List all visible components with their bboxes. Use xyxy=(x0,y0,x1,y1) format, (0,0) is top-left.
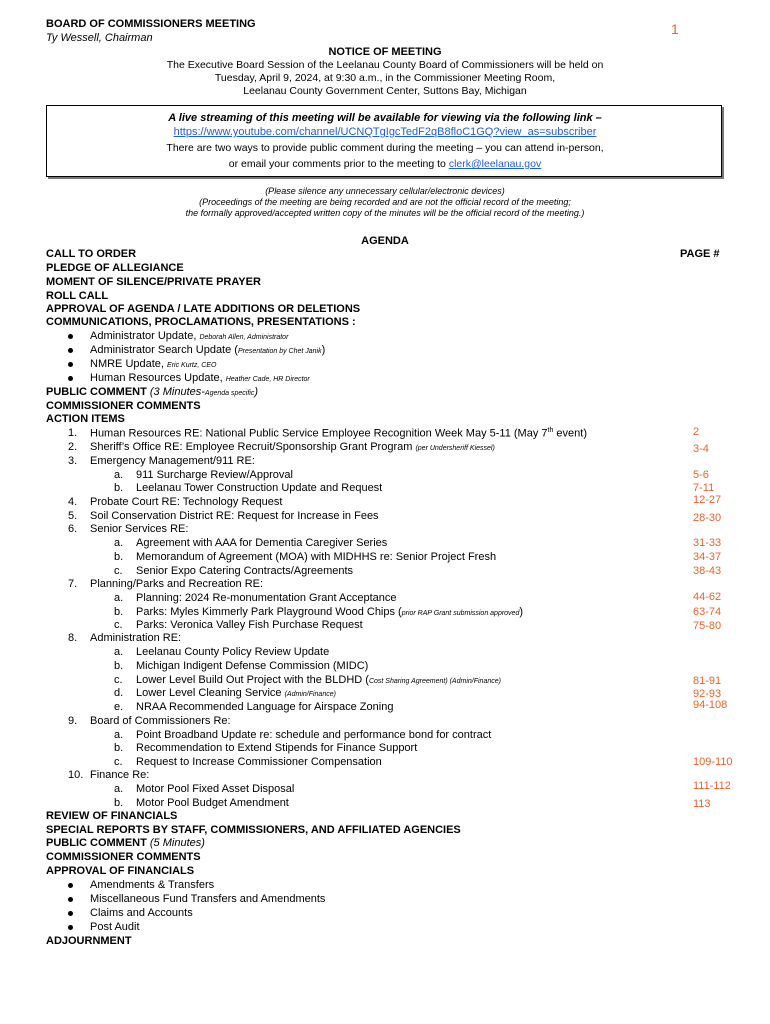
approval-of-agenda: APPROVAL OF AGENDA / LATE ADDITIONS OR DELETIONS xyxy=(46,303,361,315)
sub-letter: b. xyxy=(114,797,124,809)
special-reports: SPECIAL REPORTS BY STAFF, COMMISSIONERS, AND AFFILIATED AGENCIES xyxy=(46,824,461,836)
item-number: 8. xyxy=(68,632,78,644)
comm-item: Administrator Update, Deborah Allen, Administrator xyxy=(90,330,289,342)
comm-item: Human Resources Update, Heather Cade, HR Director xyxy=(90,372,310,384)
action-item-8c: Lower Level Build Out Project with the BLDHD (Cost Sharing Agreement) (Admin/Finance) xyxy=(136,674,501,686)
action-item-3a: 911 Surcharge Review/Approval xyxy=(136,469,293,481)
bullet-icon xyxy=(68,925,73,930)
disclaimer-line-2: (Proceedings of the meeting are being recorded and are not the official record of the meeting; xyxy=(199,197,571,207)
public-comment-1: PUBLIC COMMENT (3 Minutes-Agenda specific) xyxy=(46,386,259,398)
page-ref: 12-27 xyxy=(693,494,722,506)
sub-letter: a. xyxy=(114,537,124,549)
action-item-8e: NRAA Recommended Language for Airspace Zoning xyxy=(136,701,394,713)
action-item-6c: Senior Expo Catering Contracts/Agreements xyxy=(136,565,354,577)
item-number: 4. xyxy=(68,496,78,508)
call-to-order: CALL TO ORDER xyxy=(46,248,137,260)
bullet-icon xyxy=(68,897,73,902)
action-item-8d: Lower Level Cleaning Service (Admin/Finance) xyxy=(136,687,336,699)
moment-of-silence: MOMENT OF SILENCE/PRIVATE PRAYER xyxy=(46,276,261,288)
chairman-name: Ty Wessell, Chairman xyxy=(46,32,153,44)
action-item-6: Senior Services RE: xyxy=(90,523,189,535)
page-ref: 2 xyxy=(693,426,700,438)
item-number: 5. xyxy=(68,510,78,522)
sub-letter: a. xyxy=(114,469,124,481)
action-items-heading: ACTION ITEMS xyxy=(46,413,125,425)
action-item-10a: Motor Pool Fixed Asset Disposal xyxy=(136,783,295,795)
page-ref: 31-33 xyxy=(693,537,722,549)
page-ref: 38-43 xyxy=(693,565,722,577)
action-item-9b: Recommendation to Extend Stipends for Finance Support xyxy=(136,742,418,754)
item-number: 9. xyxy=(68,715,78,727)
sub-letter: a. xyxy=(114,729,124,741)
action-item-3b: Leelanau Tower Construction Update and Request xyxy=(136,482,383,494)
item-number: 3. xyxy=(68,455,78,467)
public-comment-2: PUBLIC COMMENT (5 Minutes) xyxy=(46,837,205,849)
financial-item: Miscellaneous Fund Transfers and Amendments xyxy=(90,893,326,905)
sub-letter: e. xyxy=(114,701,124,713)
item-number: 2. xyxy=(68,441,78,453)
comm-item: NMRE Update, Eric Kurtz, CEO xyxy=(90,358,217,370)
item-number: 7. xyxy=(68,578,78,590)
sub-letter: a. xyxy=(114,646,124,658)
page-ref: 3-4 xyxy=(693,443,709,455)
communications-heading: COMMUNICATIONS, PROCLAMATIONS, PRESENTATIONS : xyxy=(46,316,356,328)
comm-item: Administrator Search Update (Presentation by Chet Janik) xyxy=(90,344,326,356)
page-ref: 109-110 xyxy=(693,756,733,768)
bullet-icon xyxy=(68,883,73,888)
notice-line-3: Leelanau County Government Center, Suttons Bay, Michigan xyxy=(243,85,527,97)
page-ref: 81-91 xyxy=(693,675,722,687)
action-item-7b: Parks: Myles Kimmerly Park Playground Wood Chips (prior RAP Grant submission approved) xyxy=(136,606,524,618)
sub-letter: c. xyxy=(114,674,123,686)
page-ref: 7-11 xyxy=(693,482,715,494)
action-item-8a: Leelanau County Policy Review Update xyxy=(136,646,330,658)
email-prefix: or email your comments prior to the meeting to xyxy=(228,158,449,170)
bullet-icon xyxy=(68,362,73,367)
sub-letter: c. xyxy=(114,565,123,577)
page-ref: 113 xyxy=(693,798,711,810)
sub-letter: d. xyxy=(114,687,124,699)
action-item-7c: Parks: Veronica Valley Fish Purchase Request xyxy=(136,619,363,631)
commissioner-comments-2: COMMISSIONER COMMENTS xyxy=(46,851,201,863)
action-item-8b: Michigan Indigent Defense Commission (MIDC) xyxy=(136,660,369,672)
disclaimer-line-3: the formally approved/accepted written copy of the minutes will be the official record of the meeting.) xyxy=(185,208,585,218)
page-ref: 75-80 xyxy=(693,620,722,632)
action-item-1: Human Resources RE: National Public Service Employee Recognition Week May 5-11 (May 7th event) xyxy=(90,427,587,440)
commissioner-comments-1: COMMISSIONER COMMENTS xyxy=(46,400,201,412)
item-number: 6. xyxy=(68,523,78,535)
action-item-2: Sheriff’s Office RE: Employee Recruit/Sponsorship Grant Program (per Undersheriff Kiessel) xyxy=(90,441,495,453)
action-item-3: Emergency Management/911 RE: xyxy=(90,455,255,467)
bullet-icon xyxy=(68,376,73,381)
action-item-5: Soil Conservation District RE: Request for Increase in Fees xyxy=(90,510,379,522)
action-item-4: Probate Court RE: Technology Request xyxy=(90,496,283,508)
approval-of-financials: APPROVAL OF FINANCIALS xyxy=(46,865,195,877)
sub-letter: b. xyxy=(114,606,124,618)
page-ref: 63-74 xyxy=(693,606,722,618)
action-item-6b: Memorandum of Agreement (MOA) with MIDHHS re: Senior Project Fresh xyxy=(136,551,497,563)
bullet-icon xyxy=(68,348,73,353)
page-ref: 111-112 xyxy=(693,780,731,792)
livestream-text: A live streaming of this meeting will be available for viewing via the following link – xyxy=(168,112,602,124)
roll-call: ROLL CALL xyxy=(46,290,109,302)
page-ref: 92-93 xyxy=(693,688,722,700)
action-item-9c: Request to Increase Commissioner Compensation xyxy=(136,756,382,768)
sub-letter: b. xyxy=(114,482,124,494)
financial-item: Claims and Accounts xyxy=(90,907,193,919)
clerk-email-link[interactable]: clerk@leelanau.gov xyxy=(448,158,542,170)
meeting-title: BOARD OF COMMISSIONERS MEETING xyxy=(46,18,256,30)
adjournment: ADJOURNMENT xyxy=(46,935,132,947)
sub-letter: c. xyxy=(114,756,123,768)
item-number: 10. xyxy=(68,769,84,781)
action-item-7: Planning/Parks and Recreation RE: xyxy=(90,578,264,590)
page-column-heading: PAGE # xyxy=(680,248,720,260)
disclaimer-line-1: (Please silence any unnecessary cellular/electronic devices) xyxy=(265,186,505,196)
bullet-icon xyxy=(68,911,73,916)
page-ref: 94-108 xyxy=(693,699,728,711)
notice-heading: NOTICE OF MEETING xyxy=(328,46,442,58)
action-item-10: Finance Re: xyxy=(90,769,150,781)
page-ref: 28-30 xyxy=(693,512,722,524)
agenda-heading: AGENDA xyxy=(361,235,409,247)
public-comment-info: There are two ways to provide public comment during the meeting – you can attend in-person, xyxy=(166,142,604,154)
sub-letter: a. xyxy=(114,592,124,604)
youtube-link[interactable]: https://www.youtube.com/channel/UCNQTgIgcTedF2qB8floC1GQ?view_as=subscriber xyxy=(173,126,597,138)
financial-item: Post Audit xyxy=(90,921,140,933)
sub-letter: b. xyxy=(114,551,124,563)
page-number: 1 xyxy=(671,21,679,37)
review-of-financials: REVIEW OF FINANCIALS xyxy=(46,810,178,822)
sub-letter: b. xyxy=(114,660,124,672)
item-number: 1. xyxy=(68,427,78,439)
notice-line-2: Tuesday, April 9, 2024, at 9:30 a.m., in the Commissioner Meeting Room, xyxy=(214,72,556,84)
action-item-9: Board of Commissioners Re: xyxy=(90,715,231,727)
action-item-10b: Motor Pool Budget Amendment xyxy=(136,797,289,809)
page-ref: 44-62 xyxy=(693,591,722,603)
page-ref: 5-6 xyxy=(693,469,709,481)
page-ref: 34-37 xyxy=(693,551,722,563)
action-item-6a: Agreement with AAA for Dementia Caregiver Series xyxy=(136,537,388,549)
bullet-icon xyxy=(68,334,73,339)
pledge-of-allegiance: PLEDGE OF ALLEGIANCE xyxy=(46,262,184,274)
sub-letter: b. xyxy=(114,742,124,754)
sub-letter: a. xyxy=(114,783,124,795)
action-item-9a: Point Broadband Update re: schedule and performance bond for contract xyxy=(136,729,492,741)
financial-item: Amendments & Transfers xyxy=(90,879,215,891)
sub-letter: c. xyxy=(114,619,123,631)
action-item-7a: Planning: 2024 Re-monumentation Grant Acceptance xyxy=(136,592,397,604)
notice-line-1: The Executive Board Session of the Leelanau County Board of Commissioners will be held on xyxy=(166,59,604,71)
action-item-8: Administration RE: xyxy=(90,632,182,644)
